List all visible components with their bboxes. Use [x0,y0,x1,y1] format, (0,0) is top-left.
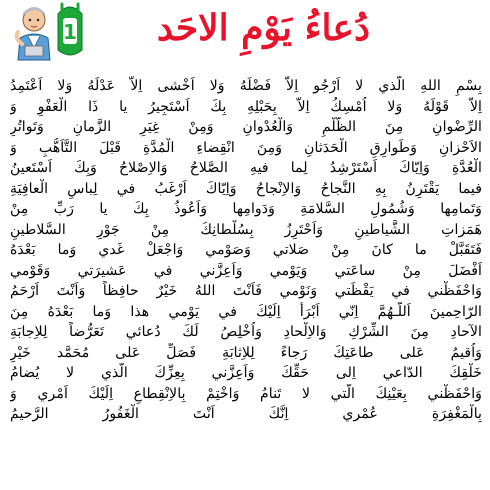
prayer-line: بِالْمَغْفِرَةِ عُمْري اِنَّكَ اَنْتَ الْغَفُورُ الرَّحيمُ [10,406,482,422]
prayer-line: وَاحْفَظْني في يَقْظَتي وَنَوْمي فَاَنْتَ اللهُ خَيْرٌ حافِظاً وَاَنْتَ اَرْحَمُ [10,283,482,299]
badge-number: 1 [63,20,77,44]
prayer-line: فيما يَقْتَرِنُ بِهِ النَّجاحُ وَالاِنْجاحُ وَاِيّاكَ اَرْغَبُ في لِباسِ الْعافِيَةِ [10,180,482,197]
header [0,0,490,62]
prayer-line: فَتَقَبَّلْ ما كانَ مِنْ صَلاتي وَصَوْمي وَاجْعَلْ غَدي وَما بَعْدَهُ [10,242,482,258]
prayer-line: الآحادِ مِنَ الشِّرْكِ وَالاِلْحادِ وَاُخْلِصُ لَكَ دُعائي تَعَرُّضاً لِلاِجابَةِ [10,324,482,340]
day-number-badge [58,4,82,55]
prayer-line: خَلْقِكَ الدّاعي اِلى حَقِّكَ وَاَعِزَّني بِعِزِّكَ الَّذي لا يُضامُ [10,365,482,381]
prayer-line: اَفْضَلَ مِنْ ساعَتي وَيَوْمي وَاَعِزَّني في عَشيرَتي وَقَوْمي [10,262,482,279]
page-title: دُعاءُ يَوْمِ الاحَد [156,7,370,49]
prayer-line: هَمَزاتِ الشَّياطينِ وَاَحْتَرِزُ بِسُلْطانِكَ مِنْ جَوْرِ السَّلاطينِ [10,221,482,238]
prayer-line: الاَحْزانِ وَطَوارِقِ الْحَدَثانِ وَمِنَ انْقِضاءِ الْمُدَّةِ قَبْلَ التَّاَهُّبِ وَ [10,139,482,156]
prayer-line: الرِّضْوانِ مِنَ الظُّلْمِ وَالْعُدْوانِ وَمِنْ غِيَرِ الزَّمانِ وَتَواتُرِ [10,119,482,135]
prayer-line: وَتَمامِها وَشُمُولِ السَّلامَةِ وَدَوامِها وَاَعُوذُ بِكَ يا رَبِّ مِنْ [10,201,482,217]
prayer-line: اِلاّ قَوْلَهُ وَلا اُمْسِكُ اِلاّ بِحَبْلِهِ بِكَ اَسْتَجِيرُ يا ذَا الْعَفْوِ وَ [10,98,482,115]
prayer-line: وَاحْفَظْني بِعَيْنِكَ الَّتي لا تَنامُ وَاخْتِمْ بِالاِنْقِطاعِ اِلَيْكَ اَمْري وَ [10,385,482,402]
prayer-line: الرّاحِمينَ اَللّـهُمَّ اِنّي اَبْرَأُ اِلَيْكَ في يَوْمي هذا وَما بَعْدَهُ مِنَ [10,303,482,320]
prayer-text [10,76,482,425]
prayer-line: الْعُدَّةِ وَاِيّاكَ اَسْتَرْشِدُ لِما فيهِ الصَّلاحُ وَالاِصْلاحُ وَبِكَ اَسْتَعينُ [10,160,482,176]
child-figure [17,7,50,60]
praying-child-logo [8,2,90,62]
prayer-line: بِسْمِ اللهِ الّذي لا اَرْجُو اِلاّ فَضْلَهُ وَلا اَخْشى اِلاّ عَدْلَهُ وَلا اَعْتَمِدُ [10,78,482,94]
prayer-line: وَاُقيمُ عَلى طاعَتِكَ رَجاءً لِلاِثابَةِ فَصَلِّ عَلى مُحَمَّد خَيْرِ [10,344,482,361]
